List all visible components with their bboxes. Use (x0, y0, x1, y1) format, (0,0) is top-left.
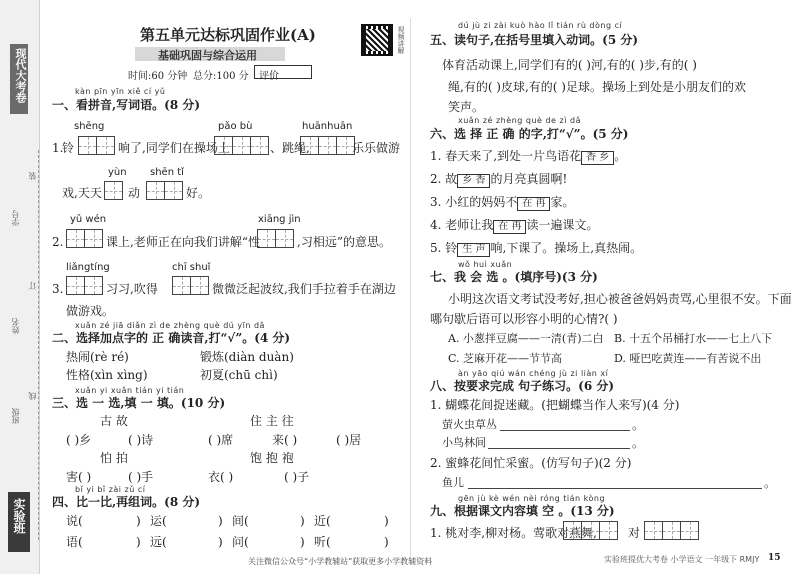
q1-1-f: 动 (128, 186, 141, 200)
q3-opts-3: 怕 拍 (100, 451, 128, 465)
q8-1a-line[interactable] (500, 430, 630, 431)
q3-pinyin: xuǎn yi xuǎn tián yi tián (75, 386, 185, 395)
page-number: 15 (768, 553, 781, 563)
cut-line (38, 150, 39, 540)
q4-item-7[interactable]: 问( (232, 535, 249, 549)
q1-2-a: 课上,老师正在向我们讲解“性 (106, 235, 260, 249)
q1-1-grid-4[interactable] (104, 181, 122, 200)
q9-pinyin: gēn jù kè wén nèi róng tián kòng (458, 494, 606, 503)
time-limit: 时间:60 分钟 (128, 71, 188, 82)
q7-opt-a[interactable]: A. 小葱拌豆腐——一清(青)二白 (448, 332, 604, 345)
q6-3: 3. 小红的妈妈不 在 再 家。 (430, 195, 575, 209)
q2-item-4[interactable]: 初夏(chū chì) (200, 368, 278, 382)
q1-1-num: 1. (52, 141, 64, 155)
q1-1-grid-1[interactable] (78, 136, 114, 155)
q3-row1-1[interactable]: ( )乡 (66, 433, 92, 447)
q9-1-grid-1[interactable] (563, 521, 617, 540)
q8-1a: 萤火虫草丛 (442, 418, 497, 431)
q6-5-choice[interactable]: 生 声 (457, 243, 490, 257)
q5-line-1[interactable]: 体育活动课上,同学们有的( )河,有的( )步,有的( ) (442, 58, 697, 72)
q6-pinyin: xuǎn zé zhèng què de zì dǎ (458, 116, 581, 125)
q8-2a: 鱼儿 (442, 476, 464, 489)
q6-2-choice[interactable]: 乡 香 (457, 174, 490, 188)
q1-3-grid-2[interactable] (172, 276, 208, 295)
q1-1-g: 好。 (186, 186, 211, 200)
q3-row2-4[interactable]: ( )子 (284, 470, 310, 484)
q6-2: 2. 故 乡 香 的月亮真圆啊! (430, 172, 568, 186)
q7-title: 七、我 会 选 。(填序号)(3 分) (430, 270, 598, 284)
q7-opt-b[interactable]: B. 十五个吊桶打水——七上八下 (614, 332, 773, 345)
q1-1-grid-3[interactable] (300, 136, 354, 155)
q4-item-1[interactable]: 说( (66, 514, 83, 528)
q1-pinyin: kàn pīn yīn xiě cí yǔ (75, 87, 166, 96)
q8-pinyin: àn yāo qiú wán chéng jù zi liàn xí (458, 369, 609, 378)
q5-title: 五、读句子,在括号里填入动词。(5 分) (430, 33, 639, 47)
q5-line-3: 笑声。 (448, 100, 485, 114)
q2-item-2[interactable]: 锻炼(diàn duàn) (200, 350, 294, 364)
q1-2-pinyin-1: yǔ wén (70, 214, 107, 225)
q1-2-b: ,习相远”的意思。 (297, 235, 391, 249)
q1-3-grid-1[interactable] (66, 276, 102, 295)
q6-4-choice[interactable]: 在 再 (493, 220, 526, 234)
q6-1: 1. 春天来了,到处一片鸟语花 香 乡 。 (430, 149, 627, 163)
q8-2a-end: 。 (764, 476, 777, 490)
q8-1b: 小鸟林间 (442, 436, 486, 449)
binding-zhuang: 装 (28, 172, 37, 180)
q4-item-2[interactable]: 运( (150, 514, 167, 528)
q4-close-1: ) (136, 514, 141, 528)
q7-text-1: 小明这次语文考试没考好,担心被爸爸妈妈责骂,心里很不安。下面 (448, 292, 792, 306)
q1-3-a: 习习,吹得 (106, 282, 158, 296)
q4-item-5[interactable]: 语( (66, 535, 83, 549)
sidebar-label-id: 学号 (11, 210, 20, 226)
q9-title: 九、根据课文内容填 空 。(13 分) (430, 504, 615, 518)
q8-2: 2. 蜜蜂花间忙采蜜。(仿写句子)(2 分) (430, 456, 632, 470)
score-label: 评价 (259, 71, 279, 82)
q8-1b-end: 。 (632, 436, 645, 450)
q1-3-pinyin-2: chī shuǐ (172, 262, 211, 273)
q1-1-c: 、跳绳, (270, 141, 310, 155)
q6-1-choice[interactable]: 香 乡 (581, 151, 614, 165)
q5-pinyin: dú jù zi zài kuò hào lǐ tián rù dòng cí (458, 21, 623, 30)
q1-3-pinyin-1: liǎngtíng (66, 262, 110, 273)
q6-3-choice[interactable]: 在 再 (517, 197, 550, 211)
footer-notice: 关注微信公众号“小学教辅站”获取更多小学教辅资料 (248, 557, 433, 566)
q4-close-3: ) (300, 514, 305, 528)
q1-1-grid-2[interactable] (214, 136, 268, 155)
q4-close-6: ) (218, 535, 223, 549)
q9-1b: 对 (628, 526, 641, 540)
q3-opts-1: 古 故 (100, 414, 128, 428)
q3-row1-2[interactable]: ( )诗 (128, 433, 154, 447)
q9-1a: 1. 桃对李,柳对杨。莺歌对燕舞, (430, 526, 597, 540)
sidebar-label-name: 姓名 (11, 318, 20, 334)
q3-row1-3[interactable]: ( )席 (208, 433, 234, 447)
q4-item-6[interactable]: 远( (150, 535, 167, 549)
page-subtitle: 基础巩固与综合运用 (158, 49, 257, 62)
q8-1b-line[interactable] (488, 448, 630, 449)
q1-1-pinyin-3: huānhuān (302, 121, 353, 132)
q8-1: 1. 蝴蝶花间捉迷藏。(把蝴蝶当作人来写)(4 分) (430, 398, 680, 412)
q4-close-8: ) (384, 535, 389, 549)
q4-close-2: ) (218, 514, 223, 528)
q3-row1-5[interactable]: ( )居 (336, 433, 362, 447)
q2-pinyin: xuǎn zé jiā diǎn zì de zhèng què dú yīn dǎ (75, 321, 265, 330)
q7-opt-c[interactable]: C. 芝麻开花——节节高 (448, 352, 563, 365)
q2-title: 二、选择加点字的 正 确读音,打“√”。(4 分) (52, 331, 291, 345)
q3-opts-4: 饱 抱 袍 (250, 451, 294, 465)
q1-1-b: 响了,同学们在操场上 (118, 141, 230, 155)
q1-1-d: 乐乐做游 (352, 141, 401, 155)
q7-text-2[interactable]: 哪句歇后语可以形容小明的心情?( ) (430, 312, 618, 326)
q6-5: 5. 铃 生 声 响,下课了。操场上,真热闹。 (430, 241, 643, 255)
q1-1-pinyin-2: pǎo bù (218, 121, 253, 132)
q8-title: 八、按要求完成 句子练习。(6 分) (430, 379, 615, 393)
qr-note: 视频讲解 (397, 26, 405, 54)
q8-2a-line[interactable] (468, 488, 762, 489)
q1-1-e: 戏,天天 (62, 186, 102, 200)
q4-close-5: ) (136, 535, 141, 549)
q1-1-pinyin-5: shēn tǐ (150, 167, 184, 178)
q1-2-grid-1[interactable] (66, 229, 102, 248)
q4-close-7: ) (300, 535, 305, 549)
q1-2-num: 2. (52, 235, 64, 249)
q8-1a-end: 。 (632, 418, 645, 432)
q4-item-8[interactable]: 听( (314, 535, 331, 549)
q1-1-grid-5[interactable] (146, 181, 182, 200)
q1-title: 一、看拼音,写词语。(8 分) (52, 98, 201, 112)
footer-series: 实验班提优大考卷 小学语文 一年级下 RMJY (604, 555, 760, 564)
column-divider (410, 18, 411, 558)
logo-text: 实验班 (12, 498, 26, 534)
total-score: 总分:100 分 (193, 71, 249, 82)
q3-row2-1[interactable]: 害( ) (66, 470, 92, 484)
q1-1-pinyin-1: shēng (74, 121, 105, 132)
binding-ding: 订 (28, 282, 37, 290)
q1-2-grid-2[interactable] (257, 229, 293, 248)
qr-code-icon[interactable] (361, 24, 393, 56)
sidebar-label-class: 班级 (11, 408, 20, 424)
q3-row1-4[interactable]: 来( ) (272, 433, 298, 447)
q3-opts-2: 住 主 往 (250, 414, 294, 428)
q1-2-pinyin-2: xiāng jìn (258, 214, 301, 225)
q6-title: 六、选 择 正 确 的字,打“√”。(5 分) (430, 127, 629, 141)
q1-3-num: 3. (52, 282, 64, 296)
binding-xian: 线 (28, 392, 37, 400)
page-title: 第五单元达标巩固作业(A) (140, 26, 316, 44)
brand-text: 现代大考卷 (14, 48, 27, 103)
q1-3-c: 做游戏。 (66, 304, 115, 318)
q1-3-b: 微微泛起波纹,我们手拉着手在湖边 (212, 282, 396, 296)
q2-item-1[interactable]: 热闹(rè ré) (66, 350, 129, 364)
q3-row2-2[interactable]: ( )手 (128, 470, 154, 484)
q1-1-pinyin-4: yùn (108, 167, 127, 178)
q4-item-4[interactable]: 近( (314, 514, 331, 528)
q1-1-a: 铃 (62, 141, 75, 155)
q4-item-3[interactable]: 间( (232, 514, 249, 528)
q7-pinyin: wǒ huì xuǎn (458, 260, 513, 269)
q3-row2-3[interactable]: 衣( ) (208, 470, 234, 484)
q9-1-grid-2[interactable] (644, 521, 698, 540)
q6-4: 4. 老师让我 在 再 读一遍课文。 (430, 218, 599, 232)
q5-line-2[interactable]: 绳,有的( )皮球,有的( )足球。操场上到处是小朋友们的欢 (448, 80, 746, 94)
q4-pinyin: bǐ yi bǐ zài zǔ cí (75, 485, 146, 494)
q4-title: 四、比一比,再组词。(8 分) (52, 495, 201, 509)
q4-close-4: ) (384, 514, 389, 528)
q2-item-3[interactable]: 性格(xìn xìng) (66, 368, 148, 382)
q7-opt-d[interactable]: D. 哑巴吃黄连——有苦说不出 (614, 352, 762, 365)
q3-title: 三、选 一 选,填 一 填。(10 分) (52, 396, 226, 410)
